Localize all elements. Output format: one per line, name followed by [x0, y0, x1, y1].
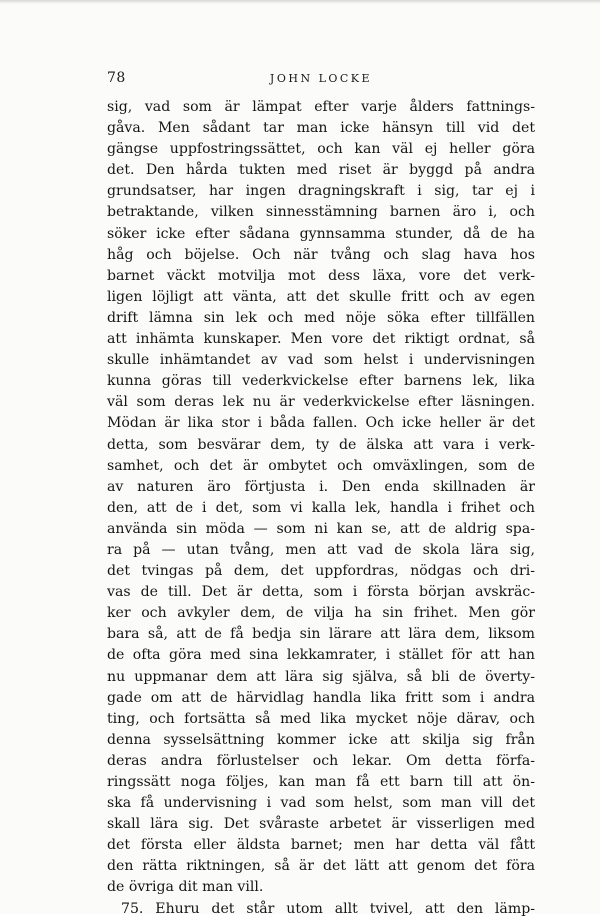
- text-line: deras andra förlustelser och lekar. Om detta förfa-: [107, 752, 535, 769]
- text-line: bara så, att de få bedja sin lärare att lära dem, liksom: [107, 626, 535, 643]
- text-line: kunna göras till vederkvickelse efter barnens lek, lika: [107, 373, 535, 390]
- text-line: det. Den hårda tukten med riset är byggd på andra: [107, 162, 535, 179]
- text-line: ska få undervisning i vad som helst, som man vill det: [107, 795, 535, 812]
- text-line: vas de till. Det är detta, som i första början avskräc-: [107, 584, 535, 601]
- text-line: ra på — utan tvång, men att vad de skola lära sig,: [107, 541, 535, 558]
- text-line: ringssätt noga följes, kan man få ett barn till att ön-: [107, 774, 535, 790]
- text-line: de ofta göra med sina lekkamrater, i stället för att han: [107, 647, 535, 664]
- text-line: samhet, och det är ombytet och omväxlingen, som de: [107, 457, 535, 474]
- text-line: det första eller äldsta barnet; men har detta väl fått: [107, 837, 535, 854]
- text-line: söker icke efter sådana gynnsamma stunder, då de ha: [107, 225, 535, 242]
- text-line: drift lämna sin lek och med nöje söka efter tillfällen: [107, 309, 535, 326]
- text-line: grundsatser, har ingen dragningskraft i sig, tar ej i: [107, 183, 535, 200]
- text-line: skulle inhämtandet av vad som helst i undervisningen: [107, 352, 535, 369]
- text-line: den, att de i det, som vi kalla lek, handla i frihet och: [107, 499, 535, 516]
- running-head: JOHN LOCKE: [269, 72, 373, 85]
- page-number: 78: [107, 70, 126, 86]
- text-line: av naturen äro förtjusta i. Den enda skillnaden är: [107, 478, 535, 495]
- text-line: det tvingas på dem, det uppfordras, nödgas och dri-: [107, 563, 535, 580]
- body-text: [107, 97, 535, 920]
- text-line: gängse uppfostringssättet, och kan väl ej heller göra: [107, 141, 535, 158]
- page-top-edge: [0, 0, 600, 4]
- text-line: nu uppmanar dem att lära sig själva, så bli de överty-: [107, 668, 535, 685]
- text-line: barnet väckt motvilja mot dess läxa, vore det verk-: [107, 267, 535, 284]
- text-line: gåva. Men sådant tar man icke hänsyn till vid det: [107, 120, 535, 137]
- text-line: betraktande, vilken sinnesstämning barnen äro i, och: [107, 204, 535, 221]
- text-line: använda sin möda — som ni kan se, att de aldrig spa-: [107, 520, 535, 537]
- section-75-start-line: 75. Ehuru det står utom allt tvivel, att den lämp-: [121, 900, 535, 917]
- text-line: den rätta riktningen, så är det lätt att genom det föra: [107, 858, 535, 875]
- text-line: denna sysselsättning kommer icke att skilja sig från: [107, 731, 535, 748]
- text-line: gade om att de härvidlag handla lika fritt som i andra: [107, 689, 535, 706]
- text-line: sig, vad som är lämpat efter varje ålders fattnings-: [107, 99, 535, 115]
- text-line: väl som deras lek nu är vederkvickelse efter läsningen.: [107, 394, 535, 411]
- text-line: håg och böjelse. Och när tvång och slag hava hos: [107, 246, 535, 263]
- text-line: detta, som besvärar dem, ty de älska att vara i verk-: [107, 436, 535, 453]
- text-line: Mödan är lika stor i båda fallen. Och icke heller är det: [107, 415, 535, 432]
- text-line: skall lära sig. Det svåraste arbetet är visserligen med: [107, 816, 535, 833]
- page-header: [107, 70, 535, 90]
- text-line: ker och avkyler dem, de vilja ha sin frihet. Men gör: [107, 605, 535, 622]
- paragraph-end-line: de övriga dit man vill.: [107, 879, 264, 896]
- text-line: att inhämta kunskaper. Men vore det riktigt ordnat, så: [107, 331, 535, 348]
- text-line: ligen löjligt att vänta, att det skulle fritt och av egen: [107, 288, 535, 305]
- text-line: ting, och fortsätta så med lika mycket nöje därav, och: [107, 710, 535, 727]
